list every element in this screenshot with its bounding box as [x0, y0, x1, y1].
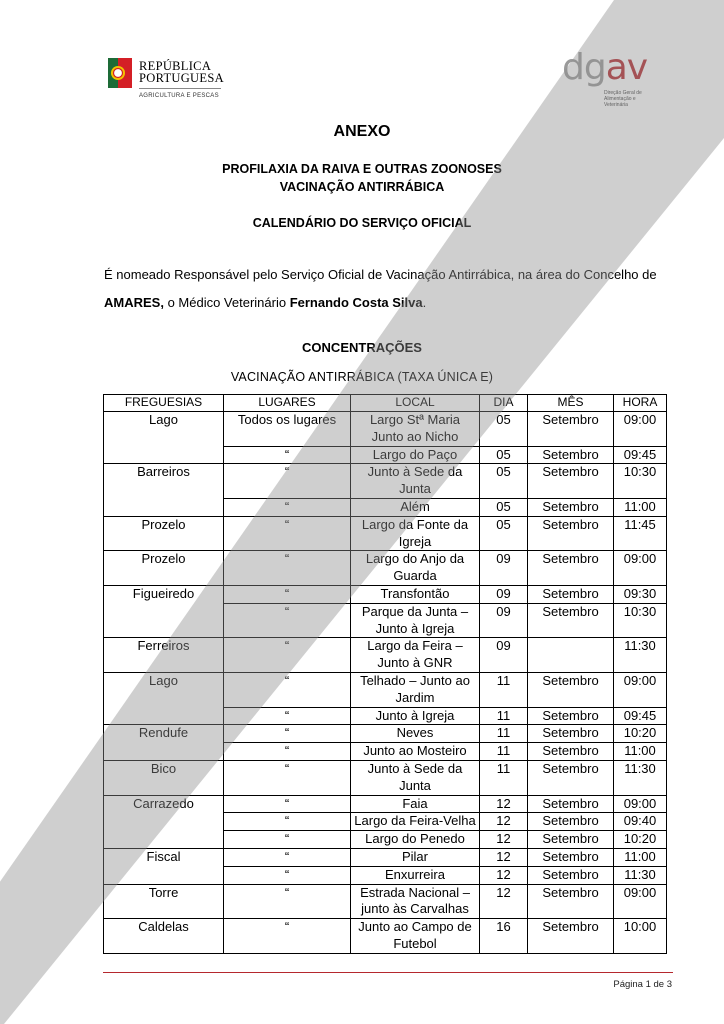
section-concentracoes: CONCENTRAÇÕES: [302, 340, 422, 355]
cell-dia: 12: [480, 795, 528, 813]
cell-dia: 11: [480, 707, 528, 725]
cell-hora: 09:40: [614, 813, 667, 831]
table-row: [104, 919, 667, 954]
cell-local: Largo Stª Maria Junto ao Nicho: [351, 412, 480, 447]
portuguese-emblem-icon: [108, 58, 132, 88]
anexo-title: ANEXO: [333, 123, 391, 140]
table-row: [104, 464, 667, 499]
para-mid-text: o Médico Veterinário: [163, 295, 290, 310]
cell-lugares: “: [224, 551, 351, 586]
cell-hora: 11:30: [614, 760, 667, 795]
cell-local: Telhado – Junto ao Jardim: [351, 672, 480, 707]
cell-freguesia: Prozelo: [104, 551, 224, 586]
cell-mes: [528, 638, 614, 673]
cell-dia: 11: [480, 743, 528, 761]
header-local: LOCAL: [351, 395, 480, 412]
table-row: [104, 585, 667, 603]
cell-local: Pilar: [351, 848, 480, 866]
cell-local: Largo da Feira – Junto à GNR: [351, 638, 480, 673]
cell-mes: Setembro: [528, 831, 614, 849]
cell-freguesia: Rendufe: [104, 725, 224, 761]
cell-mes: Setembro: [528, 551, 614, 586]
cell-freguesia: Barreiros: [104, 464, 224, 516]
cell-hora: 11:00: [614, 743, 667, 761]
cell-freguesia: Torre: [104, 884, 224, 919]
table-row: [104, 516, 667, 551]
cell-hora: 10:20: [614, 725, 667, 743]
cell-freguesia: Carrazedo: [104, 795, 224, 848]
para-end: .: [422, 295, 427, 310]
dgav-part-av: av: [605, 47, 648, 88]
cell-hora: 10:20: [614, 831, 667, 849]
header-lugares: LUGARES: [224, 395, 351, 412]
header-hora: HORA: [614, 395, 667, 412]
cell-dia: 16: [480, 919, 528, 954]
cell-freguesia: Lago: [104, 412, 224, 464]
cell-freguesia: Figueiredo: [104, 585, 224, 637]
footer-rule: [103, 972, 673, 973]
cell-local: Estrada Nacional – junto às Carvalhas: [351, 884, 480, 919]
table-row: [104, 725, 667, 743]
cell-dia: 05: [480, 464, 528, 499]
cell-mes: Setembro: [528, 603, 614, 638]
cell-local: Junto à Sede da Junta: [351, 760, 480, 795]
cell-local: Enxurreira: [351, 866, 480, 884]
schedule-table: [103, 394, 667, 954]
dgav-part-dg: dg: [562, 47, 606, 88]
cell-dia: 05: [480, 498, 528, 516]
cell-mes: Setembro: [528, 707, 614, 725]
cell-dia: 05: [480, 516, 528, 551]
table-row: [104, 672, 667, 707]
nomination-paragraph-line1: É nomeado Responsável pelo Serviço Oficial de Vacinação Antirrábica, na área do Concelho de: [104, 267, 657, 282]
rp-ministry: AGRICULTURA E PESCAS: [139, 93, 219, 99]
cell-lugares: “: [224, 760, 351, 795]
concelho-name: AMARES,: [104, 295, 164, 310]
cell-lugares: “: [224, 707, 351, 725]
cell-local: Largo do Penedo: [351, 831, 480, 849]
cell-mes: Setembro: [528, 813, 614, 831]
cell-local: Neves: [351, 725, 480, 743]
cell-freguesia: Bico: [104, 760, 224, 795]
cell-hora: 11:30: [614, 638, 667, 673]
cell-dia: 12: [480, 866, 528, 884]
table-row: [104, 760, 667, 795]
cell-lugares: “: [224, 848, 351, 866]
header-mes: MÊS: [528, 395, 614, 412]
cell-dia: 12: [480, 831, 528, 849]
cell-hora: 09:00: [614, 412, 667, 447]
cell-dia: 11: [480, 760, 528, 795]
cell-lugares: “: [224, 516, 351, 551]
cell-freguesia: Lago: [104, 672, 224, 724]
cell-local: Junto ao Mosteiro: [351, 743, 480, 761]
cell-hora: 11:00: [614, 848, 667, 866]
dgav-wordmark: [562, 48, 647, 88]
cell-local: Além: [351, 498, 480, 516]
cell-local: Transfontão: [351, 585, 480, 603]
subtitle-vacinacao: VACINAÇÃO ANTIRRÁBICA: [279, 180, 445, 194]
nomination-paragraph-line2: [104, 290, 664, 316]
cell-local: Largo da Feira-Velha: [351, 813, 480, 831]
cell-mes: Setembro: [528, 412, 614, 447]
table-row: [104, 638, 667, 673]
cell-hora: 10:30: [614, 464, 667, 499]
cell-lugares: “: [224, 884, 351, 919]
cell-lugares: Todos os lugares: [224, 412, 351, 447]
cell-hora: 09:00: [614, 884, 667, 919]
cell-freguesia: Fiscal: [104, 848, 224, 884]
subtitle-profilaxia: PROFILAXIA DA RAIVA E OUTRAS ZOONOSES: [222, 162, 502, 176]
table-row: [104, 551, 667, 586]
cell-mes: Setembro: [528, 672, 614, 707]
cell-mes: Setembro: [528, 848, 614, 866]
cell-mes: Setembro: [528, 464, 614, 499]
table-row: [104, 412, 667, 447]
cell-hora: 10:30: [614, 603, 667, 638]
cell-dia: 09: [480, 638, 528, 673]
rp-title-line1: REPÚBLICA: [139, 59, 212, 73]
cell-dia: 12: [480, 813, 528, 831]
cell-hora: 11:45: [614, 516, 667, 551]
cell-lugares: “: [224, 672, 351, 707]
cell-hora: 09:00: [614, 795, 667, 813]
cell-dia: 11: [480, 725, 528, 743]
cell-hora: 09:00: [614, 672, 667, 707]
cell-lugares: “: [224, 585, 351, 603]
cell-mes: Setembro: [528, 884, 614, 919]
cell-hora: 09:30: [614, 585, 667, 603]
cell-hora: 09:45: [614, 446, 667, 464]
page-number: Página 1 de 3: [613, 979, 672, 990]
cell-dia: 11: [480, 672, 528, 707]
cell-dia: 05: [480, 412, 528, 447]
cell-lugares: “: [224, 831, 351, 849]
cell-mes: Setembro: [528, 446, 614, 464]
cell-dia: 05: [480, 446, 528, 464]
cell-hora: 10:00: [614, 919, 667, 954]
header-freguesias: FREGUESIAS: [104, 395, 224, 412]
cell-local: Largo da Fonte da Igreja: [351, 516, 480, 551]
cell-hora: 09:00: [614, 551, 667, 586]
cell-mes: Setembro: [528, 585, 614, 603]
cell-lugares: “: [224, 743, 351, 761]
cell-local: Faia: [351, 795, 480, 813]
cell-lugares: “: [224, 813, 351, 831]
cell-lugares: “: [224, 919, 351, 954]
cell-local: Parque da Junta – Junto à Igreja: [351, 603, 480, 638]
cell-dia: 09: [480, 551, 528, 586]
table-row: [104, 884, 667, 919]
cell-mes: Setembro: [528, 516, 614, 551]
table-row: [104, 795, 667, 813]
cell-lugares: “: [224, 464, 351, 499]
dgav-logo: [562, 47, 648, 108]
cell-lugares: “: [224, 638, 351, 673]
cell-dia: 09: [480, 603, 528, 638]
cell-mes: Setembro: [528, 760, 614, 795]
cell-mes: Setembro: [528, 498, 614, 516]
cell-dia: 09: [480, 585, 528, 603]
cell-mes: Setembro: [528, 795, 614, 813]
cell-dia: 12: [480, 884, 528, 919]
table-header-row: [104, 395, 667, 412]
cell-local: Junto ao Campo de Futebol: [351, 919, 480, 954]
cell-freguesia: Prozelo: [104, 516, 224, 551]
cell-hora: 11:00: [614, 498, 667, 516]
cell-hora: 11:30: [614, 866, 667, 884]
cell-local: Junto à Sede da Junta: [351, 464, 480, 499]
calendar-title: CALENDÁRIO DO SERVIÇO OFICIAL: [252, 216, 472, 230]
cell-lugares: “: [224, 498, 351, 516]
cell-local: Largo do Anjo da Guarda: [351, 551, 480, 586]
cell-lugares: “: [224, 603, 351, 638]
rp-title-line2: PORTUGUESA: [139, 71, 224, 85]
cell-lugares: “: [224, 725, 351, 743]
republica-portuguesa-logo: [108, 56, 228, 116]
cell-lugares: “: [224, 866, 351, 884]
table-caption: VACINAÇÃO ANTIRRÁBICA (TAXA ÚNICA E): [230, 370, 494, 384]
cell-mes: Setembro: [528, 866, 614, 884]
cell-mes: Setembro: [528, 725, 614, 743]
cell-freguesia: Caldelas: [104, 919, 224, 954]
vet-name: Fernando Costa Silva: [289, 295, 423, 310]
cell-hora: 09:45: [614, 707, 667, 725]
dgav-subtitle: Direção Geral de Alimentação e Veterinária: [604, 90, 642, 108]
cell-local: Largo do Paço: [351, 446, 480, 464]
table-row: [104, 848, 667, 866]
cell-local: Junto à Igreja: [351, 707, 480, 725]
cell-lugares: “: [224, 446, 351, 464]
cell-lugares: “: [224, 795, 351, 813]
header-dia: DIA: [480, 395, 528, 412]
cell-dia: 12: [480, 848, 528, 866]
cell-mes: Setembro: [528, 743, 614, 761]
rp-divider: [139, 88, 221, 89]
cell-mes: Setembro: [528, 919, 614, 954]
cell-freguesia: Ferreiros: [104, 638, 224, 673]
